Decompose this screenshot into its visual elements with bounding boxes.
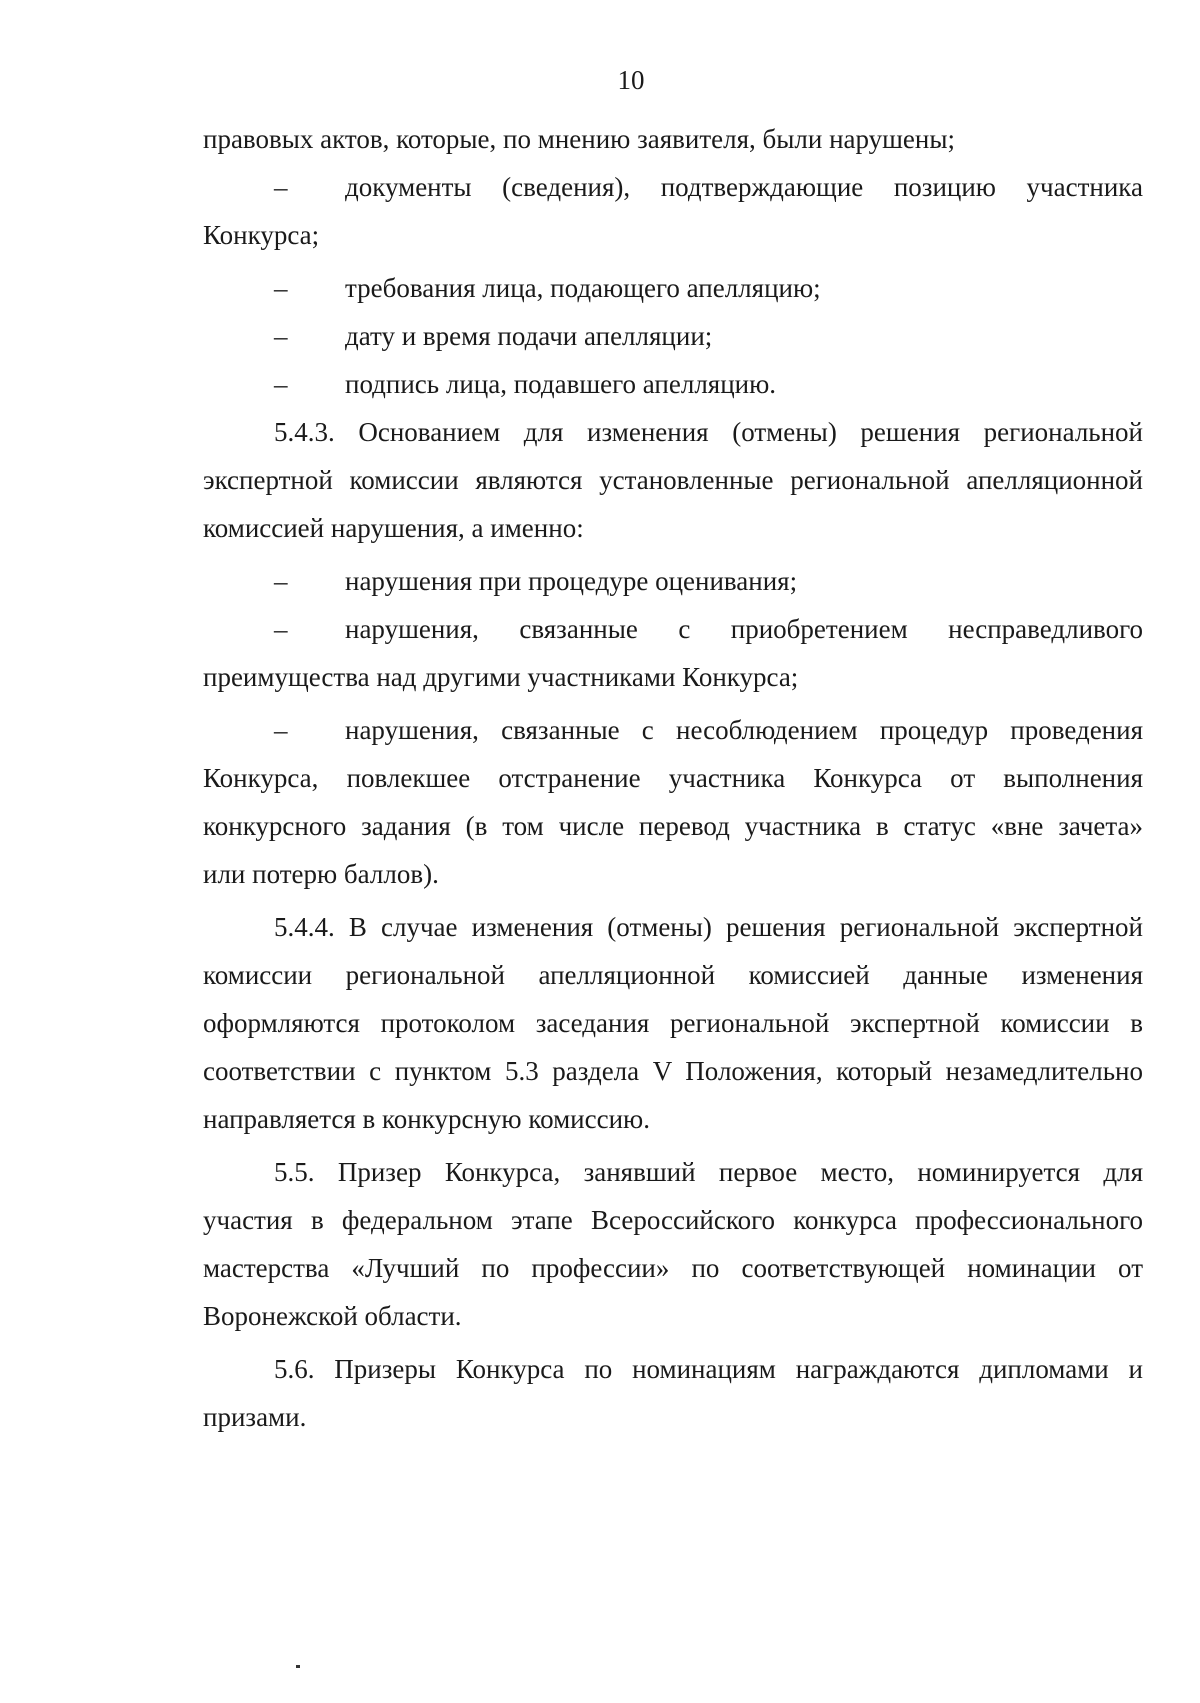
list-item (203, 605, 1143, 653)
list-item (203, 557, 1143, 605)
list-item-text: требования лица, подающего апелляцию; (345, 273, 821, 303)
paragraph-5-5-line: участия в федеральном этапе Всероссийского конкурса профессионального (203, 1205, 1143, 1235)
bullet-dash: – (274, 715, 288, 745)
bullet-dash: – (274, 172, 288, 202)
text-line: или потерю баллов). (203, 859, 439, 889)
bullet-dash: – (274, 321, 288, 351)
paragraph-5-6-line: призами. (203, 1402, 307, 1432)
paragraph-5-5-line: 5.5. Призер Конкурса, занявший первое место, номинируется для (274, 1157, 1143, 1187)
list-item (203, 706, 1143, 754)
paragraph-5-4-4-line: 5.4.4. В случае изменения (отмены) решения региональной экспертной (274, 912, 1143, 942)
text-line: правовых актов, которые, по мнению заявителя, были нарушены; (203, 124, 956, 154)
paragraph-5-4-3-line: экспертной комиссии являются установленные региональной апелляционной (203, 465, 1143, 495)
list-item-text: нарушения, связанные с несоблюдением процедур проведения (345, 715, 1143, 745)
paragraph-5-4-4-line: комиссии региональной апелляционной комиссией данные изменения (203, 960, 1143, 990)
paragraph-5-6-line: 5.6. Призеры Конкурса по номинациям награждаются дипломами и (274, 1354, 1143, 1384)
bullet-dash: – (274, 566, 288, 596)
scan-speck (296, 1665, 300, 1668)
paragraph-5-4-4-line: соответствии с пунктом 5.3 раздела V Положения, который незамедлительно (203, 1056, 1143, 1086)
list-item-text: дату и время подачи апелляции; (345, 321, 713, 351)
text-line: Конкурса; (203, 220, 320, 250)
bullet-dash: – (274, 273, 288, 303)
bullet-dash: – (274, 614, 288, 644)
text-line: преимущества над другими участниками Конкурса; (203, 662, 799, 692)
text-line: Конкурса, повлекшее отстранение участника Конкурса от выполнения (203, 763, 1143, 793)
list-item-text: нарушения, связанные с приобретением несправедливого (345, 614, 1143, 644)
text-line: конкурсного задания (в том числе перевод участника в статус «вне зачета» (203, 811, 1143, 841)
list-item (203, 264, 1143, 312)
list-item-text: документы (сведения), подтверждающие позицию участника (345, 172, 1143, 202)
paragraph-5-4-3-line: комиссией нарушения, а именно: (203, 513, 584, 543)
paragraph-5-4-3-line: 5.4.3. Основанием для изменения (отмены) решения региональной (274, 417, 1143, 447)
paragraph-5-4-4-line: оформляются протоколом заседания региональной экспертной комиссии в (203, 1008, 1143, 1038)
page-number: 10 (617, 65, 645, 95)
list-item (203, 312, 1143, 360)
paragraph-5-5-line: Воронежской области. (203, 1301, 462, 1331)
document-body (203, 115, 1143, 1441)
paragraph-5-4-4-line: направляется в конкурсную комиссию. (203, 1104, 650, 1134)
list-item-text: подпись лица, подавшего апелляцию. (345, 369, 777, 399)
bullet-dash: – (274, 369, 288, 399)
paragraph-5-5-line: мастерства «Лучший по профессии» по соответствующей номинации от (203, 1253, 1143, 1283)
list-item (203, 360, 1143, 408)
list-item-text: нарушения при процедуре оценивания; (345, 566, 798, 596)
list-item (203, 163, 1143, 211)
